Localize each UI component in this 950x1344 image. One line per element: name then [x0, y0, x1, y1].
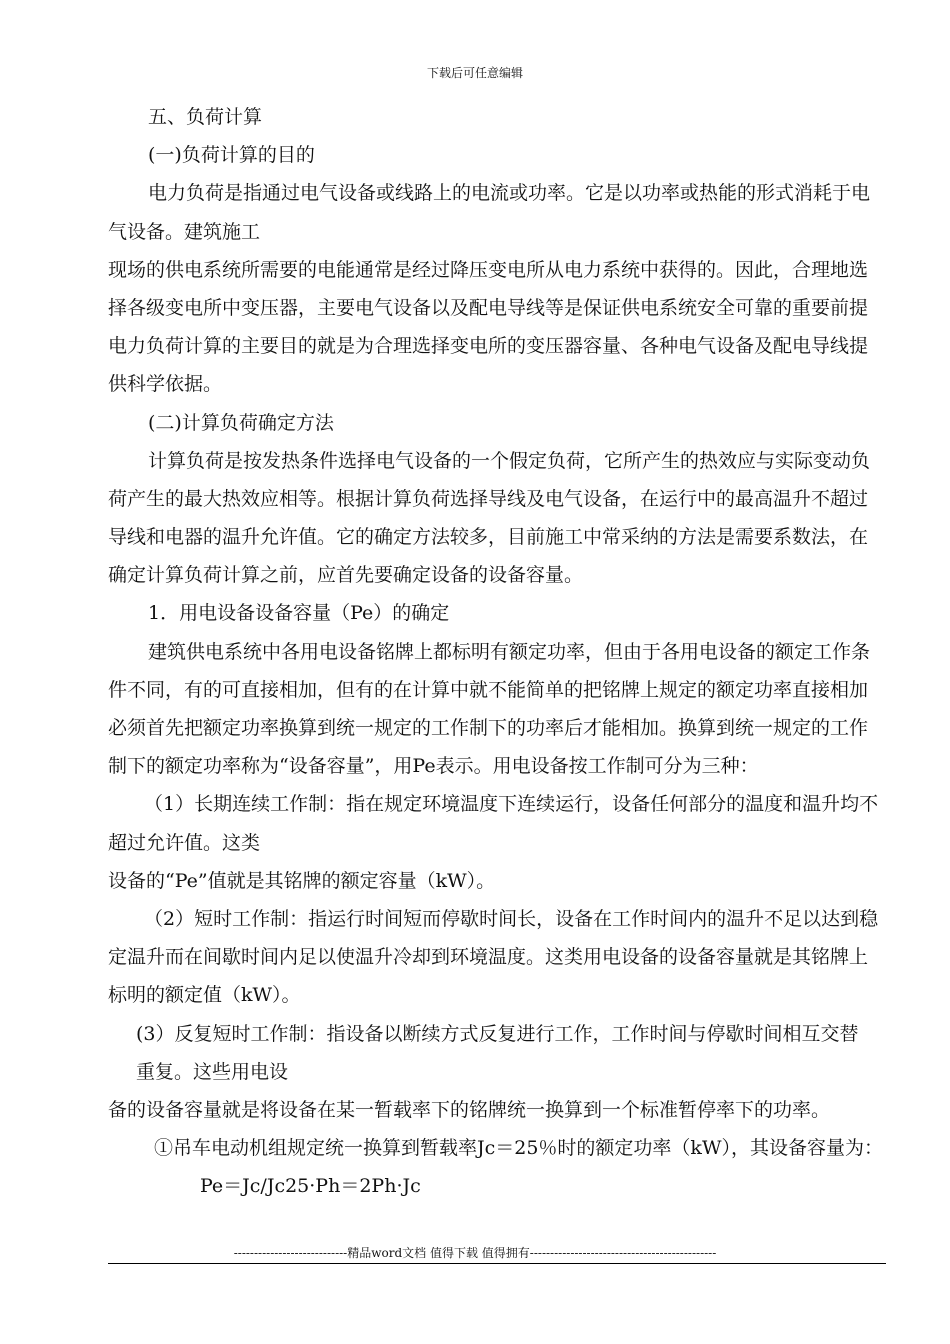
paragraph-line: 备的设备容量就是将设备在某一暂载率下的铭牌统一换算到一个标准暂停率下的功率。 — [108, 1098, 831, 1121]
footer-divider — [108, 1263, 886, 1264]
paragraph-line: 件不同，有的可直接相加，但有的在计算中就不能简单的把铭牌上规定的额定功率直接相加 — [108, 678, 869, 701]
numbered-heading: 1．用电设备设备容量（Pe）的确定 — [148, 602, 450, 625]
paragraph-line: 择各级变电所中变压器，主要电气设备以及配电导线等是保证供电系统安全可靠的重要前提 — [108, 296, 869, 319]
paragraph-line: 建筑供电系统中各用电设备铭牌上都标明有额定功率，但由于各用电设备的额定工作条 — [148, 640, 871, 663]
list-item-line: ①吊车电动机组规定统一换算到暂载率Jc＝25％时的额定功率（kW），其设备容量为： — [154, 1137, 883, 1160]
paragraph-line: 气设备。建筑施工 — [108, 220, 261, 243]
paragraph-line: 计算负荷是按发热条件选择电气设备的一个假定负荷，它所产生的热效应与实际变动负 — [148, 449, 871, 472]
page-footer: ----------------------------精品word文档 值得下载 值得拥有---------------------------------------------- — [233, 1246, 717, 1260]
formula-line: Pe＝Jc/Jc25·Ph＝2Ph·Jc — [200, 1175, 421, 1198]
paragraph-line: 电力负荷是指通过电气设备或线路上的电流或功率。它是以功率或热能的形式消耗于电 — [148, 182, 871, 205]
paragraph-line: 必须首先把额定功率换算到统一规定的工作制下的功率后才能相加。换算到统一规定的工作 — [108, 717, 869, 739]
list-item-line: (3）反复短时工作制：指设备以断续方式反复进行工作，工作时间与停歇时间相互交替 — [136, 1022, 859, 1045]
page-header: 下载后可任意编辑 — [426, 66, 523, 80]
paragraph-line: 标明的额定值（kW）。 — [108, 984, 301, 1007]
paragraph-line: 超过允许值。这类 — [108, 831, 261, 854]
paragraph-line: 定温升而在间歇时间内足以使温升冷却到环境温度。这类用电设备的设备容量就是其铭牌上 — [108, 946, 869, 969]
list-item-line: （1）长期连续工作制：指在规定环境温度下连续运行，设备任何部分的温度和温升均不 — [144, 793, 879, 816]
paragraph-line: 导线和电器的温升允许值。它的确定方法较多，目前施工中常采纳的方法是需要系数法，在 — [108, 526, 869, 549]
paragraph-line: 设备的“Pe”值就是其铭牌的额定容量（kW）。 — [108, 869, 496, 892]
document-body — [108, 98, 898, 1205]
subsection-heading: (一)负荷计算的目的 — [148, 144, 315, 167]
list-item-line: （2）短时工作制：指运行时间短而停歇时间长，设备在工作时间内的温升不足以达到稳 — [144, 907, 879, 930]
paragraph-line: 现场的供电系统所需要的电能通常是经过降压变电所从电力系统中获得的。因此，合理地选 — [108, 258, 869, 281]
paragraph-line: 电力负荷计算的主要目的就是为合理选择变电所的变压器容量、各种电气设备及配电导线提 — [108, 335, 869, 358]
paragraph-line: 荷产生的最大热效应相等。根据计算负荷选择导线及电气设备，在运行中的最高温升不超过 — [108, 487, 869, 510]
subsection-heading: (二)计算负荷确定方法 — [148, 411, 334, 434]
section-heading: 五、负荷计算 — [148, 106, 263, 128]
paragraph-line: 确定计算负荷计算之前，应首先要确定设备的设备容量。 — [108, 564, 584, 587]
paragraph-line: 重复。这些用电设 — [136, 1060, 289, 1083]
paragraph-line: 制下的额定功率称为“设备容量”，用Pe表示。用电设备按工作制可分为三种： — [108, 755, 759, 778]
paragraph-line: 供科学依据。 — [108, 373, 223, 396]
